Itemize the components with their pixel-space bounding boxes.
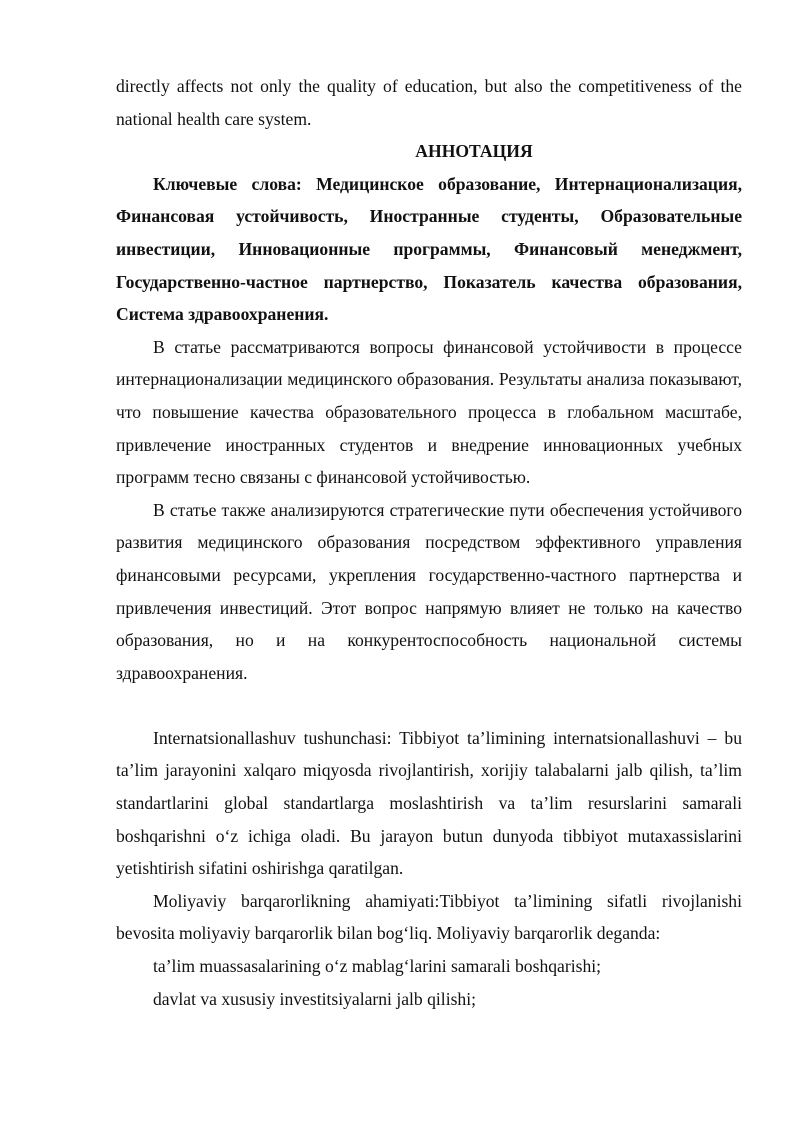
document-body — [116, 70, 742, 1015]
list-item: davlat va xususiy investitsiyalarni jalb qilishi; — [153, 988, 477, 1009]
keywords-paragraph: Ключевые слова: Медицинское образование, Интернационализация, Финансовая устойчивость, Иностранные студенты, Образовательные инвестиции, Инновационные программы, Финансовый менеджмент, Государственно-частное партнерство, Показатель качества образования, Система здравоохранения. — [116, 173, 742, 325]
body-paragraph-internationalization: Internatsionallashuv tushunchasi: Tibbiyot ta’limining internatsionallashuvi – bu ta’lim jarayonini xalqaro miqyosda rivojlantirish, xorijiy talabalarni jalb qilish, ta’lim standartlarini global standartlarga moslashtirish va ta’lim resurslarini samarali boshqarishni o‘z ichiga oladi. Bu jarayon butun dunyoda tibbiyot mutaxassislarini yetishtirish sifatini oshirishga qaratilgan. — [116, 727, 742, 879]
list-item: ta’lim muassasalarining o‘z mablag‘larini samarali boshqarishi; — [153, 956, 602, 977]
intro-paragraph-tail: directly affects not only the quality of education, but also the competitiveness of the national health care system. — [116, 76, 742, 129]
blank-line — [116, 689, 742, 722]
annotation-paragraph-2: В статье также анализируются стратегические пути обеспечения устойчивого развития медицинского образования посредством эффективного управления финансовыми ресурсами, укрепления государственно-частного партнерства и привлечения инвестиций. Этот вопрос напрямую влияет не только на качество образования, но и на конкурентоспособность национальной системы здравоохранения. — [116, 499, 742, 683]
annotation-paragraph-1: В статье рассматриваются вопросы финансовой устойчивости в процессе интернационализации медицинского образования. Результаты анализа показывают, что повышение качества образовательного процесса в глобальном масштабе, привлечение иностранных студентов и внедрение инновационных учебных программ тесно связаны с финансовой устойчивостью. — [116, 336, 742, 488]
annotation-heading: АННОТАЦИЯ — [415, 141, 533, 162]
body-paragraph-financial-stability: Moliyaviy barqarorlikning ahamiyati:Tibbiyot ta’limining sifatli rivojlanishi bevosita moliyaviy barqarorlik bilan bog‘liq. Moliyaviy barqarorlik deganda: — [116, 890, 742, 944]
